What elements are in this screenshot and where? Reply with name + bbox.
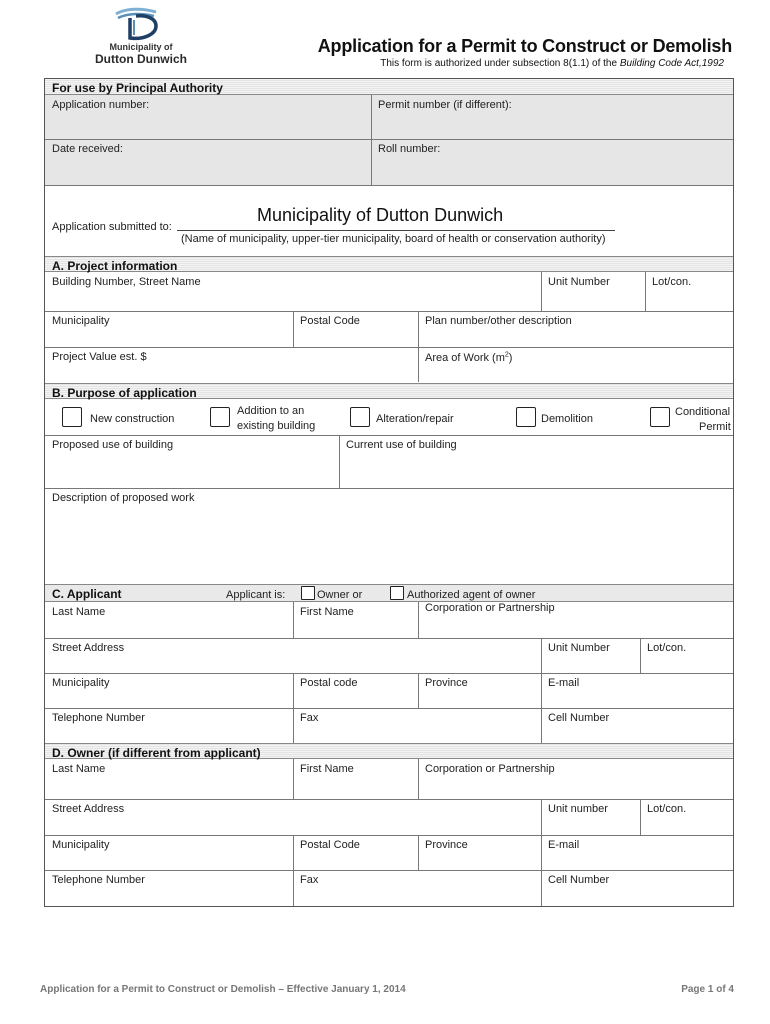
description-field[interactable]: [45, 488, 733, 584]
applicant-municipality-label: Municipality: [52, 677, 110, 689]
section-principal-authority: For use by Principal Authority: [45, 79, 733, 95]
new-construction-label: New construction: [90, 413, 175, 425]
applicant-first-name-label: First Name: [300, 606, 354, 618]
submitted-to-note: (Name of municipality, upper-tier municipality, board of health or conservation authority): [181, 233, 606, 245]
applicant-province-label: Province: [425, 677, 468, 689]
new-construction-checkbox[interactable]: [62, 407, 82, 427]
owner-street-label: Street Address: [52, 803, 125, 815]
applicant-corporation-label: Corporation or Partnership: [425, 602, 555, 614]
owner-cell-label: Cell Number: [548, 874, 610, 886]
unit-number-field[interactable]: [541, 272, 645, 311]
applicant-telephone-field[interactable]: [45, 708, 293, 743]
applicant-corporation-field[interactable]: [418, 598, 733, 638]
applicant-telephone-label: Telephone Number: [52, 712, 145, 724]
owner-municipality-label: Municipality: [52, 839, 110, 851]
unit-number-label: Unit Number: [548, 276, 610, 288]
applicant-first-name-field[interactable]: [293, 602, 418, 638]
section-owner: D. Owner (if different from applicant): [45, 743, 733, 759]
applicant-fax-field[interactable]: [293, 708, 541, 743]
applicant-email-label: E-mail: [548, 677, 580, 689]
applicant-province-field[interactable]: [418, 673, 541, 708]
conditional-label-line2: Permit: [699, 421, 731, 433]
plan-number-field[interactable]: [418, 311, 733, 347]
date-received-label: Date received:: [52, 143, 123, 155]
logo-line-2: Dutton Dunwich: [95, 52, 187, 66]
footer-title: Application for a Permit to Construct or Demolish – Effective January 1, 2014: [40, 984, 406, 995]
section-purpose-of-application: B. Purpose of application: [45, 383, 733, 399]
submitted-to-label: Application submitted to:: [52, 221, 172, 233]
applicant-unit-label: Unit Number: [548, 642, 610, 654]
addition-checkbox[interactable]: [210, 407, 230, 427]
roll-number-label: Roll number:: [378, 143, 441, 155]
application-number-field[interactable]: [45, 95, 371, 139]
applicant-postal-field[interactable]: [293, 673, 418, 708]
project-postal-code-label: Postal Code: [300, 315, 360, 327]
description-label: Description of proposed work: [52, 492, 195, 504]
owner-street-field[interactable]: [45, 799, 541, 835]
owner-corporation-field[interactable]: [418, 759, 733, 799]
authorization-note: [380, 58, 724, 69]
owner-municipality-field[interactable]: [45, 835, 293, 870]
applicant-is-label: Applicant is:: [226, 589, 286, 601]
project-value-label: Project Value est. $: [52, 351, 147, 363]
municipality-logo: [86, 6, 196, 68]
demolition-label: Demolition: [541, 413, 593, 425]
plan-number-label: Plan number/other description: [425, 315, 572, 327]
applicant-last-name-field[interactable]: [45, 602, 293, 638]
lot-con-field[interactable]: [645, 272, 733, 311]
authorization-text: This form is authorized under subsection 8(1.1) of the: [380, 58, 618, 69]
demolition-checkbox[interactable]: [516, 407, 536, 427]
owner-email-field[interactable]: [541, 835, 733, 870]
applicant-heading: C. Applicant: [52, 587, 122, 601]
project-municipality-field[interactable]: [45, 311, 293, 347]
owner-corporation-label: Corporation or Partnership: [425, 763, 555, 775]
alteration-checkbox[interactable]: [350, 407, 370, 427]
owner-cell-field[interactable]: [541, 870, 733, 906]
alteration-label: Alteration/repair: [376, 413, 454, 425]
roll-number-field[interactable]: [371, 139, 733, 185]
owner-postal-field[interactable]: [293, 835, 418, 870]
applicant-street-field[interactable]: [45, 638, 541, 673]
applicant-postal-label: Postal code: [300, 677, 358, 689]
permit-number-label: Permit number (if different):: [378, 99, 512, 111]
page-number: Page 1 of 4: [681, 984, 734, 995]
applicant-fax-label: Fax: [300, 712, 319, 724]
form-title: Application for a Permit to Construct or Demolish: [317, 36, 732, 56]
applicant-lot-label: Lot/con.: [647, 642, 687, 654]
owner-checkbox[interactable]: [301, 586, 315, 600]
applicant-lot-field[interactable]: [640, 638, 733, 673]
owner-unit-label: Unit number: [548, 803, 608, 815]
owner-unit-field[interactable]: [541, 799, 640, 835]
proposed-use-field[interactable]: [45, 435, 339, 488]
authorized-agent-label: Authorized agent of owner: [407, 589, 536, 601]
area-of-work-label: Area of Work $(m^2)$: [425, 351, 513, 364]
lot-con-label: Lot/con.: [652, 276, 692, 288]
building-street-label: Building Number, Street Name: [52, 276, 201, 288]
date-received-field[interactable]: [45, 139, 371, 185]
addition-label-line2: existing building: [237, 420, 316, 432]
addition-label-line1: Addition to an: [237, 405, 305, 417]
project-municipality-label: Municipality: [52, 315, 110, 327]
owner-telephone-label: Telephone Number: [52, 874, 145, 886]
conditional-label-line1: Conditional: [675, 406, 731, 418]
owner-province-label: Province: [425, 839, 468, 851]
permit-number-field[interactable]: [371, 95, 733, 139]
authorized-agent-checkbox[interactable]: [390, 586, 404, 600]
owner-fax-label: Fax: [300, 874, 319, 886]
project-postal-code-field[interactable]: [293, 311, 418, 347]
applicant-municipality-field[interactable]: [45, 673, 293, 708]
section-project-information: A. Project information: [45, 256, 733, 272]
application-number-label: Application number:: [52, 99, 150, 111]
owner-last-name-field[interactable]: [45, 759, 293, 799]
proposed-use-label: Proposed use of building: [52, 439, 174, 451]
project-value-field[interactable]: [45, 347, 418, 382]
owner-lot-field[interactable]: [640, 799, 733, 835]
area-of-work-field[interactable]: [418, 347, 733, 382]
owner-province-field[interactable]: [418, 835, 541, 870]
owner-email-label: E-mail: [548, 839, 580, 851]
applicant-email-field[interactable]: [541, 673, 733, 708]
owner-first-name-field[interactable]: [293, 759, 418, 799]
submitted-to-value[interactable]: Municipality of Dutton Dunwich: [257, 205, 504, 225]
owner-or-label: Owner or: [317, 589, 363, 601]
building-street-field[interactable]: [45, 272, 541, 311]
current-use-field[interactable]: [339, 435, 733, 488]
applicant-cell-label: Cell Number: [548, 712, 610, 724]
owner-first-name-label: First Name: [300, 763, 354, 775]
owner-postal-label: Postal Code: [300, 839, 360, 851]
applicant-last-name-label: Last Name: [52, 606, 106, 618]
applicant-cell-field[interactable]: [541, 708, 733, 743]
applicant-street-label: Street Address: [52, 642, 125, 654]
current-use-label: Current use of building: [346, 439, 457, 451]
dutton-dunwich-logo-icon: [112, 6, 162, 42]
conditional-permit-checkbox[interactable]: [650, 407, 670, 427]
owner-last-name-label: Last Name: [52, 763, 106, 775]
applicant-unit-field[interactable]: [541, 638, 640, 673]
permit-form: [44, 78, 734, 907]
owner-fax-field[interactable]: [293, 870, 541, 906]
owner-lot-label: Lot/con.: [647, 803, 687, 815]
owner-telephone-field[interactable]: [45, 870, 293, 906]
logo-line-1: Municipality of: [109, 42, 173, 52]
authorization-act: Building Code Act,1992: [619, 58, 724, 69]
